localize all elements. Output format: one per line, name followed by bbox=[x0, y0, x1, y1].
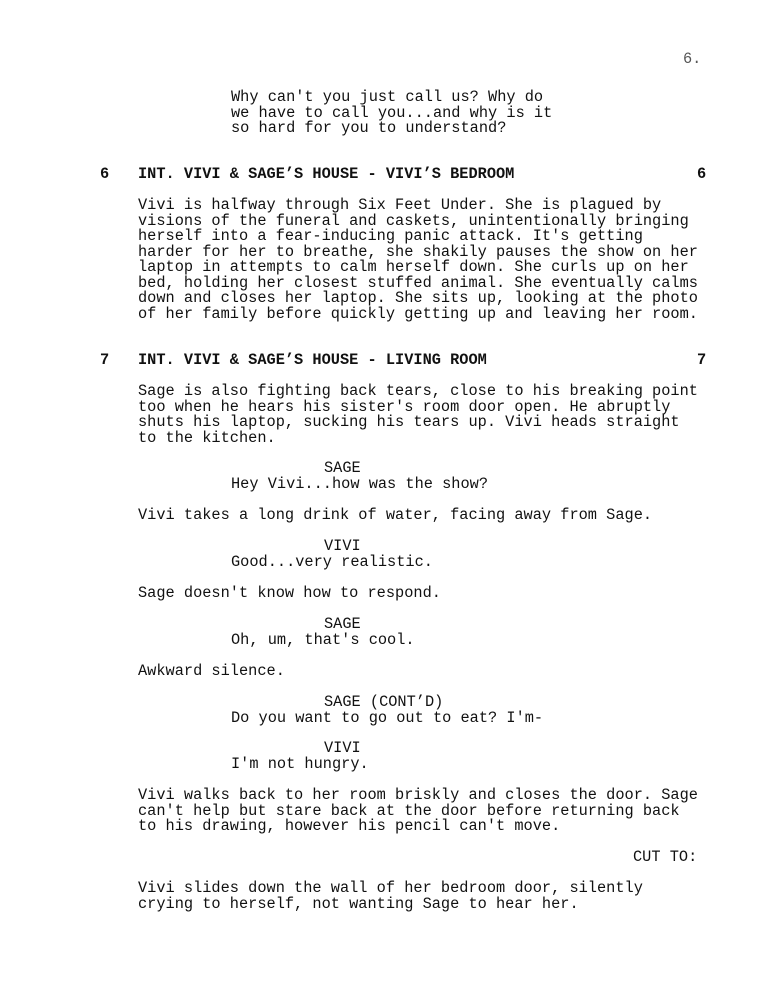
scene-number-right: 6 bbox=[697, 165, 707, 183]
action-line: to his drawing, however his pencil can't move. bbox=[138, 817, 561, 835]
action-line: Vivi slides down the wall of her bedroom door, silently bbox=[138, 879, 643, 897]
scene-number-left: 7 bbox=[100, 351, 110, 369]
dialogue-line: Hey Vivi...how was the show? bbox=[231, 474, 489, 493]
action-line: crying to herself, not wanting Sage to hear her. bbox=[138, 894, 579, 913]
scene-number-left: 6 bbox=[100, 165, 110, 183]
scene-number-right: 7 bbox=[697, 351, 707, 369]
dialogue-line: Why can't you just call us? Why do bbox=[231, 88, 544, 106]
action-line: of her family before quickly getting up and leaving her room. bbox=[138, 304, 698, 323]
scene-heading: INT. VIVI & SAGE’S HOUSE - VIVI’S BEDROOM bbox=[138, 165, 515, 183]
dialogue-line: we have to call you...and why is it bbox=[231, 103, 553, 122]
dialogue-line: so hard for you to understand? bbox=[231, 119, 507, 137]
action-line: Vivi takes a long drink of water, facing away from Sage. bbox=[138, 506, 653, 524]
action-line: Sage is also fighting back tears, close to his breaking point bbox=[138, 382, 698, 400]
action-line: Sage doesn't know how to respond. bbox=[138, 584, 441, 602]
dialogue-line: Do you want to go out to eat? I'm- bbox=[231, 708, 544, 727]
character-name: VIVI bbox=[324, 739, 361, 757]
scene-heading: INT. VIVI & SAGE’S HOUSE - LIVING ROOM bbox=[138, 351, 487, 369]
action-line: down and closes her laptop. She sits up, looking at the photo bbox=[138, 289, 698, 307]
character-name: SAGE bbox=[324, 615, 361, 633]
action-line: to the kitchen. bbox=[138, 428, 276, 447]
action-line: bed, holding her closest stuffed animal. She eventually calms bbox=[138, 273, 698, 292]
action-line: Awkward silence. bbox=[138, 662, 285, 680]
action-line: harder for her to breathe, she shakily pauses the show on her bbox=[138, 242, 698, 261]
character-name: VIVI bbox=[324, 537, 361, 555]
character-name: SAGE bbox=[324, 459, 361, 477]
dialogue-line: I'm not hungry. bbox=[231, 754, 369, 773]
action-line: herself into a fear-inducing panic attack. It's getting bbox=[138, 227, 643, 245]
dialogue-line: Good...very realistic. bbox=[231, 552, 433, 571]
action-line: Vivi is halfway through Six Feet Under. She is plagued by bbox=[138, 196, 662, 214]
action-line: too when he hears his sister's room door open. He abruptly bbox=[138, 397, 671, 416]
dialogue-line: Oh, um, that's cool. bbox=[231, 630, 415, 649]
action-line: laptop in attempts to calm herself down. She curls up on her bbox=[138, 258, 689, 276]
page-number: 6. bbox=[683, 50, 702, 68]
transition: CUT TO: bbox=[633, 848, 698, 866]
character-name: SAGE (CONT’D) bbox=[324, 693, 444, 711]
action-line: can't help but stare back at the door before returning back bbox=[138, 801, 680, 820]
action-line: visions of the funeral and caskets, unintentionally bringing bbox=[138, 211, 689, 230]
action-line: Vivi walks back to her room briskly and closes the door. Sage bbox=[138, 786, 698, 804]
action-line: shuts his laptop, sucking his tears up. Vivi heads straight bbox=[138, 413, 680, 431]
